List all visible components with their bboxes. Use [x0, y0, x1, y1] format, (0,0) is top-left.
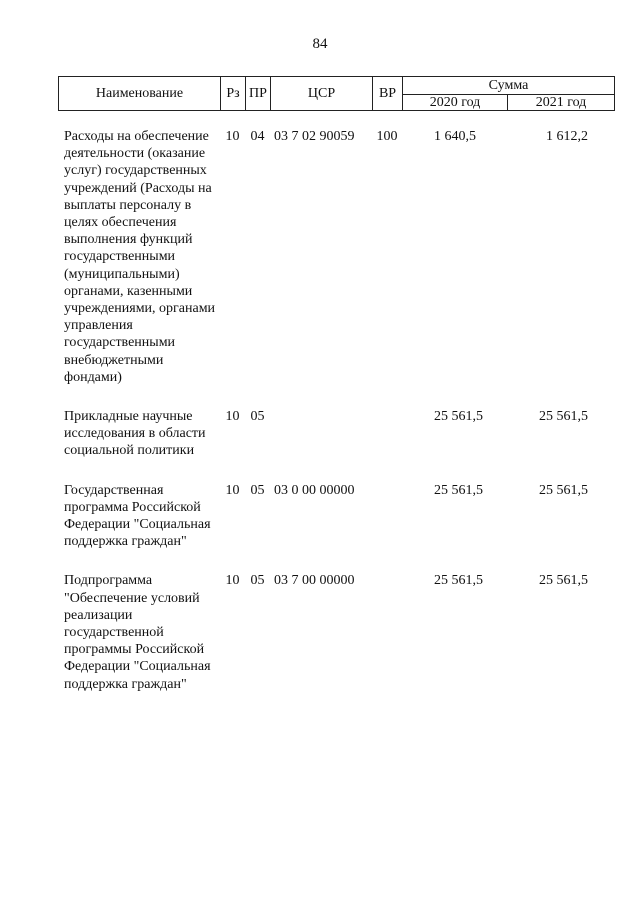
row-vr	[372, 482, 402, 573]
row-pr: 04	[250, 129, 265, 144]
row-csr: 03 7 00 00000	[274, 573, 355, 589]
row-csr	[270, 408, 372, 482]
row-name: Расходы на обеспечение деятельности (оказание услуг) государственных учреждений (Расходы на выплаты персоналу в целях обеспечения выполнения функций государственными (муниципальными) органами, казенными учреждениями, органами управления государственными внебюджетными фондами)	[64, 129, 216, 385]
row-vr	[372, 572, 402, 714]
table-row	[58, 572, 614, 714]
table-row	[58, 482, 614, 573]
header-vr: ВР	[373, 77, 403, 111]
row-sum-2020: 1 640,5	[434, 129, 476, 144]
row-sum-2020: 25 561,5	[434, 409, 483, 425]
row-rz: 10	[225, 573, 240, 589]
row-rz: 10	[225, 129, 240, 144]
row-sum-2020: 25 561,5	[434, 482, 483, 498]
table-header	[58, 76, 615, 111]
table-row	[58, 128, 614, 408]
row-rz: 10	[225, 482, 240, 498]
row-vr: 100	[376, 129, 398, 144]
row-sum-2021: 1 612,2	[546, 129, 588, 144]
header-year-2020: 2020 год	[403, 95, 508, 111]
row-csr: 03 0 00 00000	[274, 482, 355, 498]
row-name: Государственная программа Российской Федерации "Социальная поддержка граждан"	[64, 482, 211, 550]
row-name: Подпрограмма "Обеспечение условий реализации государственной программы Российской Федерации "Социальная поддержка граждан"	[64, 573, 211, 692]
row-sum-2021: 25 561,5	[539, 573, 588, 589]
row-csr: 03 7 02 90059	[274, 129, 355, 144]
budget-table	[58, 128, 614, 715]
page-number: 84	[312, 36, 328, 52]
header-pr: ПР	[246, 77, 271, 111]
header-year-2021: 2021 год	[508, 95, 615, 111]
row-sum-2021: 25 561,5	[539, 409, 588, 425]
header-rz: Рз	[221, 77, 246, 111]
row-name: Прикладные научные исследования в области социальной политики	[64, 409, 206, 459]
header-sum: Сумма	[403, 77, 615, 95]
row-pr: 05	[250, 573, 265, 589]
row-sum-2021: 25 561,5	[539, 482, 588, 498]
header-csr: ЦСР	[271, 77, 373, 111]
row-vr	[372, 408, 402, 482]
header-name: Наименование	[59, 77, 221, 111]
row-sum-2020: 25 561,5	[434, 573, 483, 589]
table-row	[58, 408, 614, 482]
row-pr: 05	[250, 409, 265, 425]
row-rz: 10	[225, 409, 240, 425]
row-pr: 05	[250, 482, 265, 498]
